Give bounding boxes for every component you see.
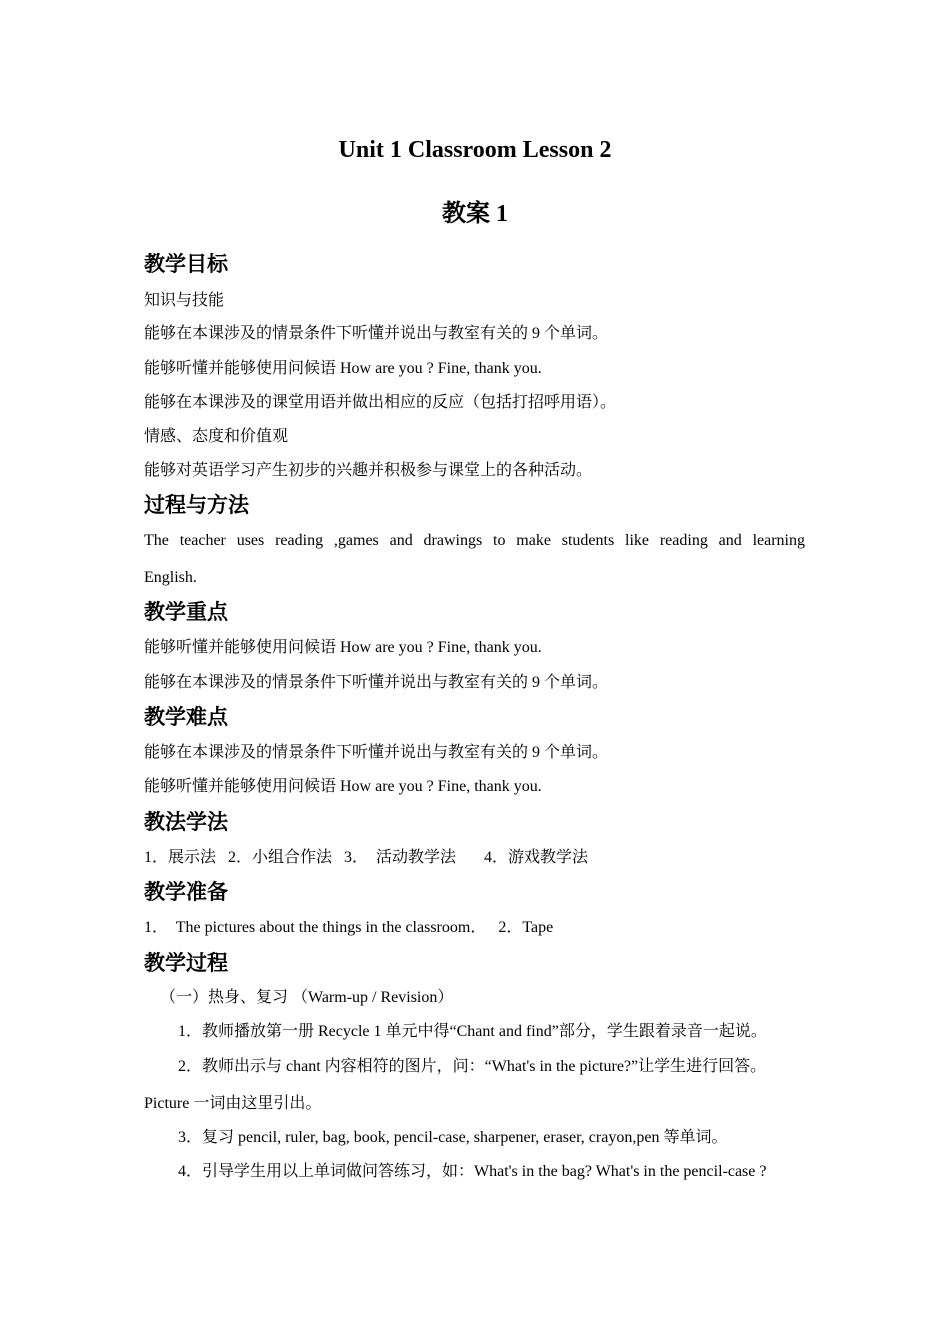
process-method-text: The teacher uses reading ,games and drawings to make students like reading and learning [144, 532, 805, 549]
process-method-text-cont: English. [144, 569, 197, 586]
preparation-line: 1． The pictures about the things in the classroom． 2．Tape [144, 919, 554, 936]
objectives-line: 情感、态度和价值观 [144, 428, 289, 445]
difficulties-line: 能够听懂并能够使用问候语 How are you ? Fine, thank you. [144, 778, 542, 795]
procedure-step: 2．教师出示与 chant 内容相符的图片，问：“What's in the picture?”让学生进行回答。 [178, 1058, 767, 1075]
procedure-stage: （一）热身、复习 （Warm-up / Revision） [160, 989, 454, 1006]
document-subtitle: 教案 1 [442, 201, 508, 227]
procedure-step: 1．教师播放第一册 Recycle 1 单元中得“Chant and find”部分，学生跟着录音一起说。 [178, 1023, 767, 1040]
difficulties-line: 能够在本课涉及的情景条件下听懂并说出与教室有关的 9 个单词。 [144, 744, 609, 761]
objectives-heading: 教学目标 [144, 252, 228, 276]
procedure-step-cont: Picture 一词由这里引出。 [144, 1095, 322, 1112]
procedure-heading: 教学过程 [144, 951, 228, 975]
key-points-line: 能够在本课涉及的情景条件下听懂并说出与教室有关的 9 个单词。 [144, 674, 609, 691]
document-title: Unit 1 Classroom Lesson 2 [338, 137, 612, 163]
methods-heading: 教法学法 [144, 810, 228, 834]
objectives-line: 能够在本课涉及的课堂用语并做出相应的反应（包括打招呼用语）。 [144, 394, 617, 411]
key-points-line: 能够听懂并能够使用问候语 How are you ? Fine, thank you. [144, 639, 542, 656]
objectives-line: 知识与技能 [144, 292, 225, 309]
methods-line: 1．展示法 2．小组合作法 3． 活动教学法 4．游戏教学法 [144, 849, 589, 866]
procedure-step: 3．复习 pencil, ruler, bag, book, pencil-case, sharpener, eraser, crayon,pen 等单词。 [178, 1129, 728, 1146]
objectives-line: 能够对英语学习产生初步的兴趣并积极参与课堂上的各种活动。 [144, 462, 593, 479]
objectives-line: 能够听懂并能够使用问候语 How are you ? Fine, thank you. [144, 360, 542, 377]
difficulties-heading: 教学难点 [144, 705, 228, 729]
process-method-heading: 过程与方法 [144, 493, 249, 517]
preparation-heading: 教学准备 [144, 880, 228, 904]
key-points-heading: 教学重点 [144, 600, 228, 624]
procedure-step: 4．引导学生用以上单词做问答练习，如：What's in the bag? What's in the pencil-case ? [178, 1163, 767, 1180]
objectives-line: 能够在本课涉及的情景条件下听懂并说出与教室有关的 9 个单词。 [144, 325, 609, 342]
